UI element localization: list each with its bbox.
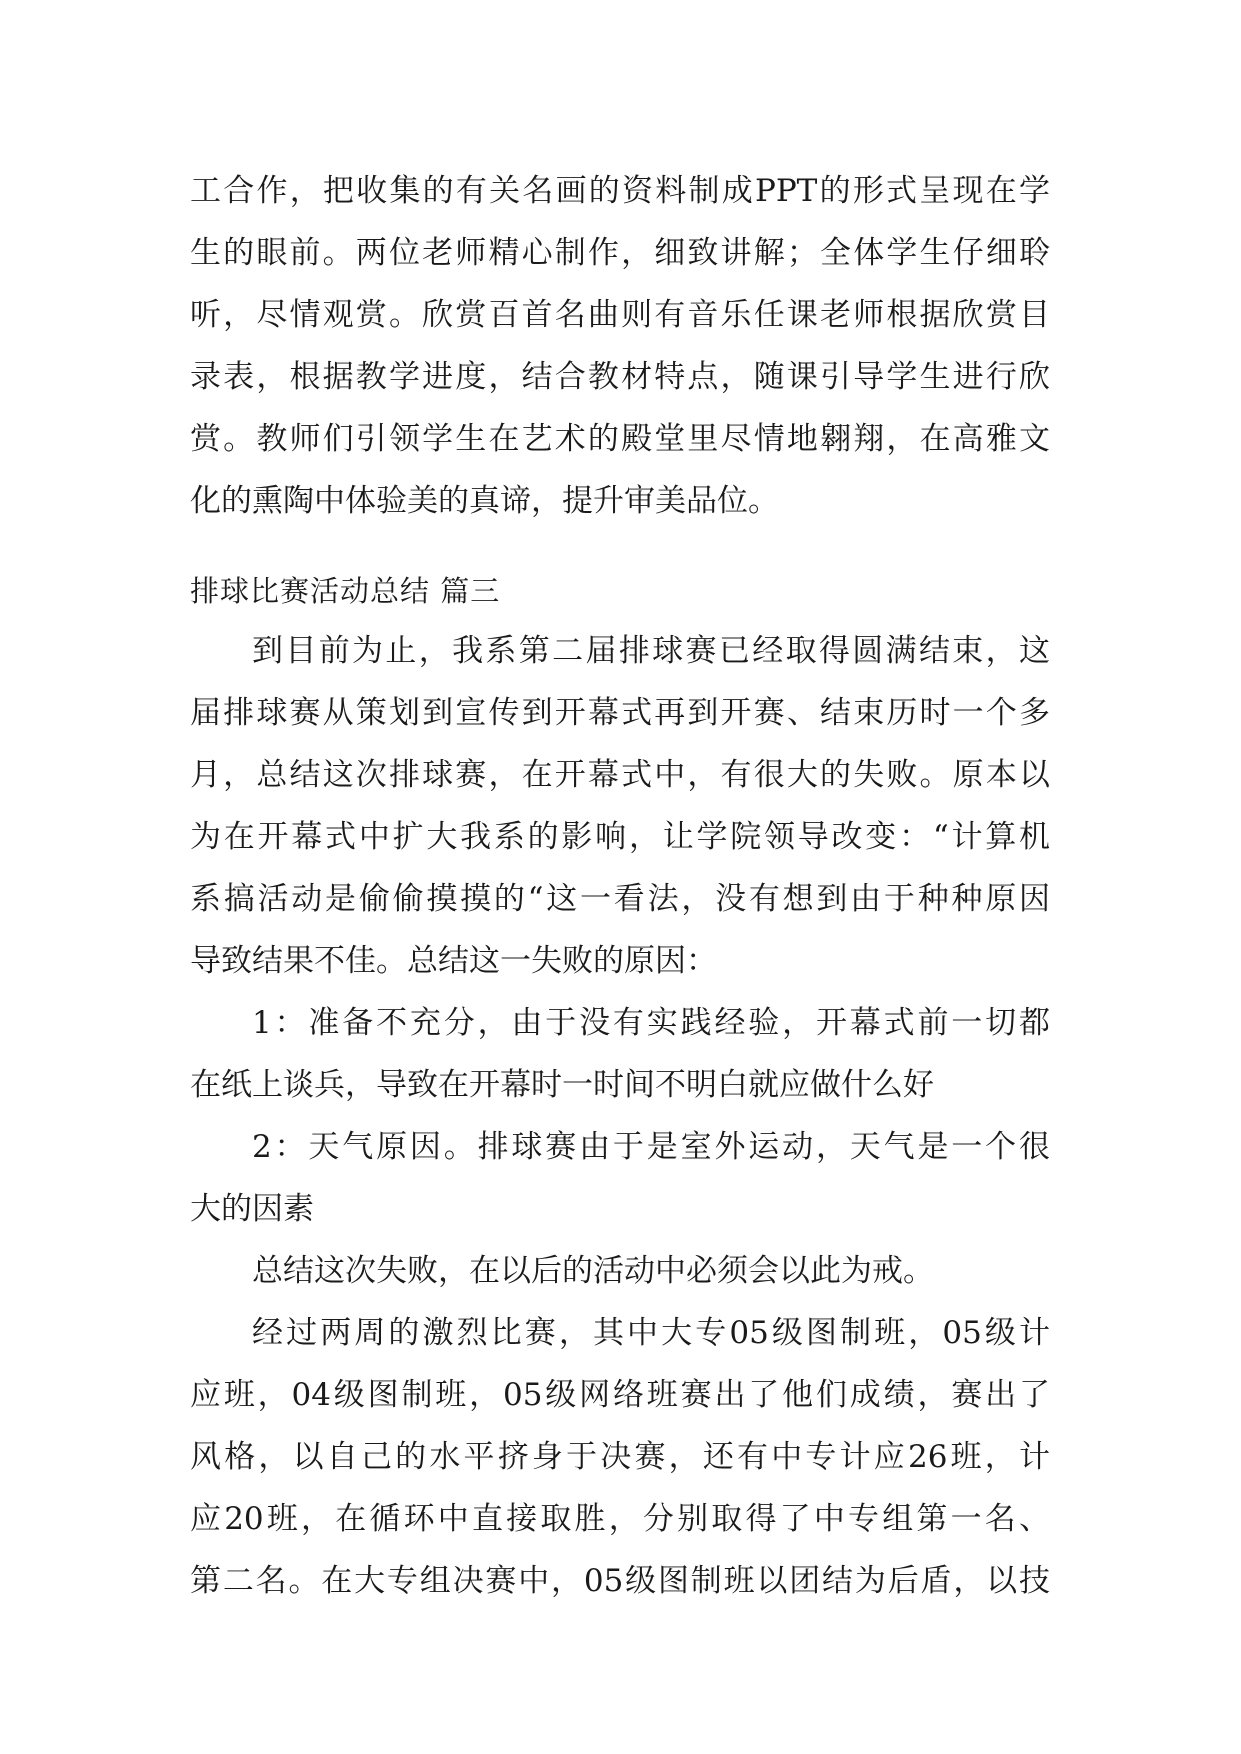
paragraph [190,1116,1050,1240]
text-line: 系搞活动是偷偷摸摸的“这一看法，没有想到由于种种原因 [190,881,1050,917]
text-line: 大的因素 [190,1190,314,1227]
text-line: 在纸上谈兵，导致在开幕时一时间不明白就应做什么好 [190,1066,934,1103]
text-line: 经过两周的激烈比赛，其中大专05级图制班，05级计 [252,1315,1050,1351]
section-heading: 排球比赛活动总结 篇三 [190,573,501,608]
paragraph [190,620,1050,992]
text-line: 听，尽情观赏。欣赏百首名曲则有音乐任课老师根据欣赏目 [190,297,1050,333]
text-line: 风格，以自己的水平挤身于决赛，还有中专计应26班，计 [190,1439,1050,1475]
paragraph [190,1302,1050,1612]
text-line: 应班，04级图制班，05级网络班赛出了他们成绩，赛出了 [190,1377,1050,1413]
text-line: 录表，根据教学进度，结合教材特点，随课引导学生进行欣 [190,359,1050,395]
paragraph [190,1240,1050,1302]
text-line: 第二名。在大专组决赛中，05级图制班以团结为后盾，以技 [190,1563,1050,1599]
text-line: 导致结果不佳。总结这一失败的原因： [190,942,717,979]
text-line: 1：准备不充分，由于没有实践经验，开幕式前一切都 [252,1005,1050,1041]
text-line: 工合作，把收集的有关名画的资料制成PPT的形式呈现在学 [190,173,1050,209]
paragraph [190,992,1050,1116]
text-line: 总结这次失败，在以后的活动中必须会以此为戒。 [252,1252,934,1289]
text-line: 届排球赛从策划到宣传到开幕式再到开赛、结束历时一个多 [190,695,1050,731]
text-line: 生的眼前。两位老师精心制作，细致讲解；全体学生仔细聆 [190,235,1050,271]
text-line: 赏。教师们引领学生在艺术的殿堂里尽情地翱翔，在高雅文 [190,421,1050,457]
text-line: 到目前为止，我系第二届排球赛已经取得圆满结束，这 [252,633,1050,669]
text-line: 应20班，在循环中直接取胜，分别取得了中专组第一名、 [190,1501,1050,1537]
paragraph-continuation [190,160,1050,532]
section-heading-block [190,560,1050,622]
text-line: 为在开幕式中扩大我系的影响，让学院领导改变：“计算机 [190,819,1050,855]
text-line: 月，总结这次排球赛，在开幕式中，有很大的失败。原本以 [190,757,1050,793]
text-line: 化的熏陶中体验美的真谛，提升审美品位。 [190,482,779,519]
text-line: 2：天气原因。排球赛由于是室外运动，天气是一个很 [252,1129,1050,1165]
